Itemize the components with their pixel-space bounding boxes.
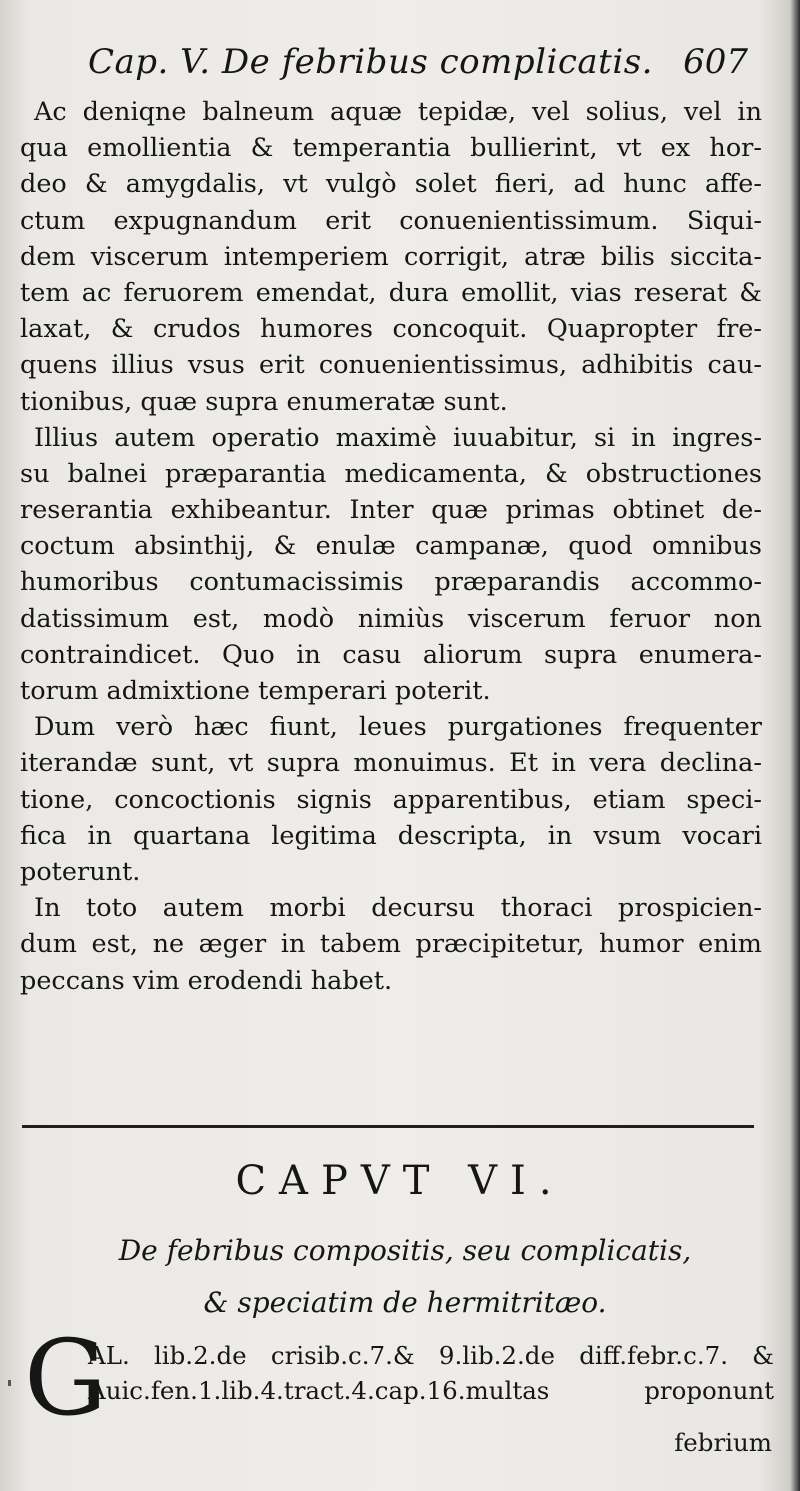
text-line: laxat, & crudos humores concoquit. Quapropter fre- <box>20 314 762 345</box>
text-line: contraindicet. Quo in casu aliorum supra enumera- <box>20 639 762 670</box>
text-line: humoribus contumacissimis præparandis accommo- <box>20 567 762 598</box>
text-line: datissimum est, modò nimiùs viscerum feruor non <box>20 603 762 634</box>
section-divider-rule <box>22 1125 754 1128</box>
text-line: In toto autem morbi decursu thoraci prospicien- <box>34 893 762 924</box>
text-line: Ac deniqne balneum aquæ tepidæ, vel solius, vel in <box>34 97 762 127</box>
text-line: iterandæ sunt, vt supra monuimus. Et in vera declina- <box>20 748 762 779</box>
text-line: tem ac feruorem emendat, dura emollit, vias reserat & <box>20 277 762 308</box>
chapter-heading: CAPVT VI. <box>235 1158 565 1204</box>
citation-line-1: AL. lib.2.de crisib.c.7.& 9.lib.2.de diff.febr.c.7. & <box>88 1341 774 1370</box>
text-line: tionibus, quæ supra enumeratæ sunt. <box>20 386 508 417</box>
text-line: Illius autem operatio maximè iuuabitur, si in ingres- <box>34 422 762 453</box>
text-line: coctum absinthij, & enulæ campanæ, quod omnibus <box>20 531 762 562</box>
page-header <box>88 42 748 92</box>
text-line: ctum expugnandum erit conuenientissimum. Siqui- <box>20 205 762 236</box>
text-line: fica in quartana legitima descripta, in vsum vocari <box>20 820 762 851</box>
paragraph-1 <box>20 94 762 420</box>
text-line: tione, concoctionis signis apparentibus, etiam speci- <box>20 784 762 815</box>
margin-mark <box>8 1380 11 1386</box>
text-line: su balnei præparantia medicamenta, & obstructiones <box>20 458 762 489</box>
text-line: qua emollientia & temperantia bullierint, vt ex hor- <box>20 133 762 164</box>
page-number: 607 <box>683 42 748 82</box>
citation-line-2: Auic.fen.1.lib.4.tract.4.cap.16.multas proponunt <box>88 1376 774 1405</box>
text-line: quens illius vsus erit conuenientissimus, adhibitis cau- <box>20 350 762 381</box>
body-text <box>20 94 762 999</box>
text-line: dem viscerum intemperiem corrigit, atræ bilis siccita- <box>20 241 762 272</box>
text-line: torum admixtione temperari poterit. <box>20 676 491 706</box>
running-head: Cap. V. De febribus complicatis. <box>88 42 653 82</box>
text-line: poterunt. <box>20 856 141 887</box>
text-line: dum est, ne æger in tabem præcipitetur, humor enim <box>20 929 762 960</box>
text-line: Dum verò hæc fiunt, leues purgationes frequenter <box>34 712 762 743</box>
paragraph-2 <box>20 420 762 710</box>
paragraph-4 <box>20 890 762 999</box>
citation-text <box>88 1338 774 1408</box>
text-line: reserantia exhibeantur. Inter quæ primas obtinet de- <box>20 495 762 526</box>
catchword: febrium <box>674 1428 772 1457</box>
text-line: deo & amygdalis, vt vulgò solet fieri, ad hunc affe- <box>20 169 762 200</box>
text-line: peccans vim erodendi habet. <box>20 965 393 996</box>
chapter-subtitle <box>60 1225 750 1329</box>
paragraph-3 <box>20 709 762 890</box>
chapter-subtitle-line-2: & speciatim de hermitritæo. <box>203 1286 607 1319</box>
chapter-subtitle-line-1: De febribus compositis, seu complicatis, <box>118 1234 692 1267</box>
drop-cap-letter: G <box>24 1317 108 1439</box>
